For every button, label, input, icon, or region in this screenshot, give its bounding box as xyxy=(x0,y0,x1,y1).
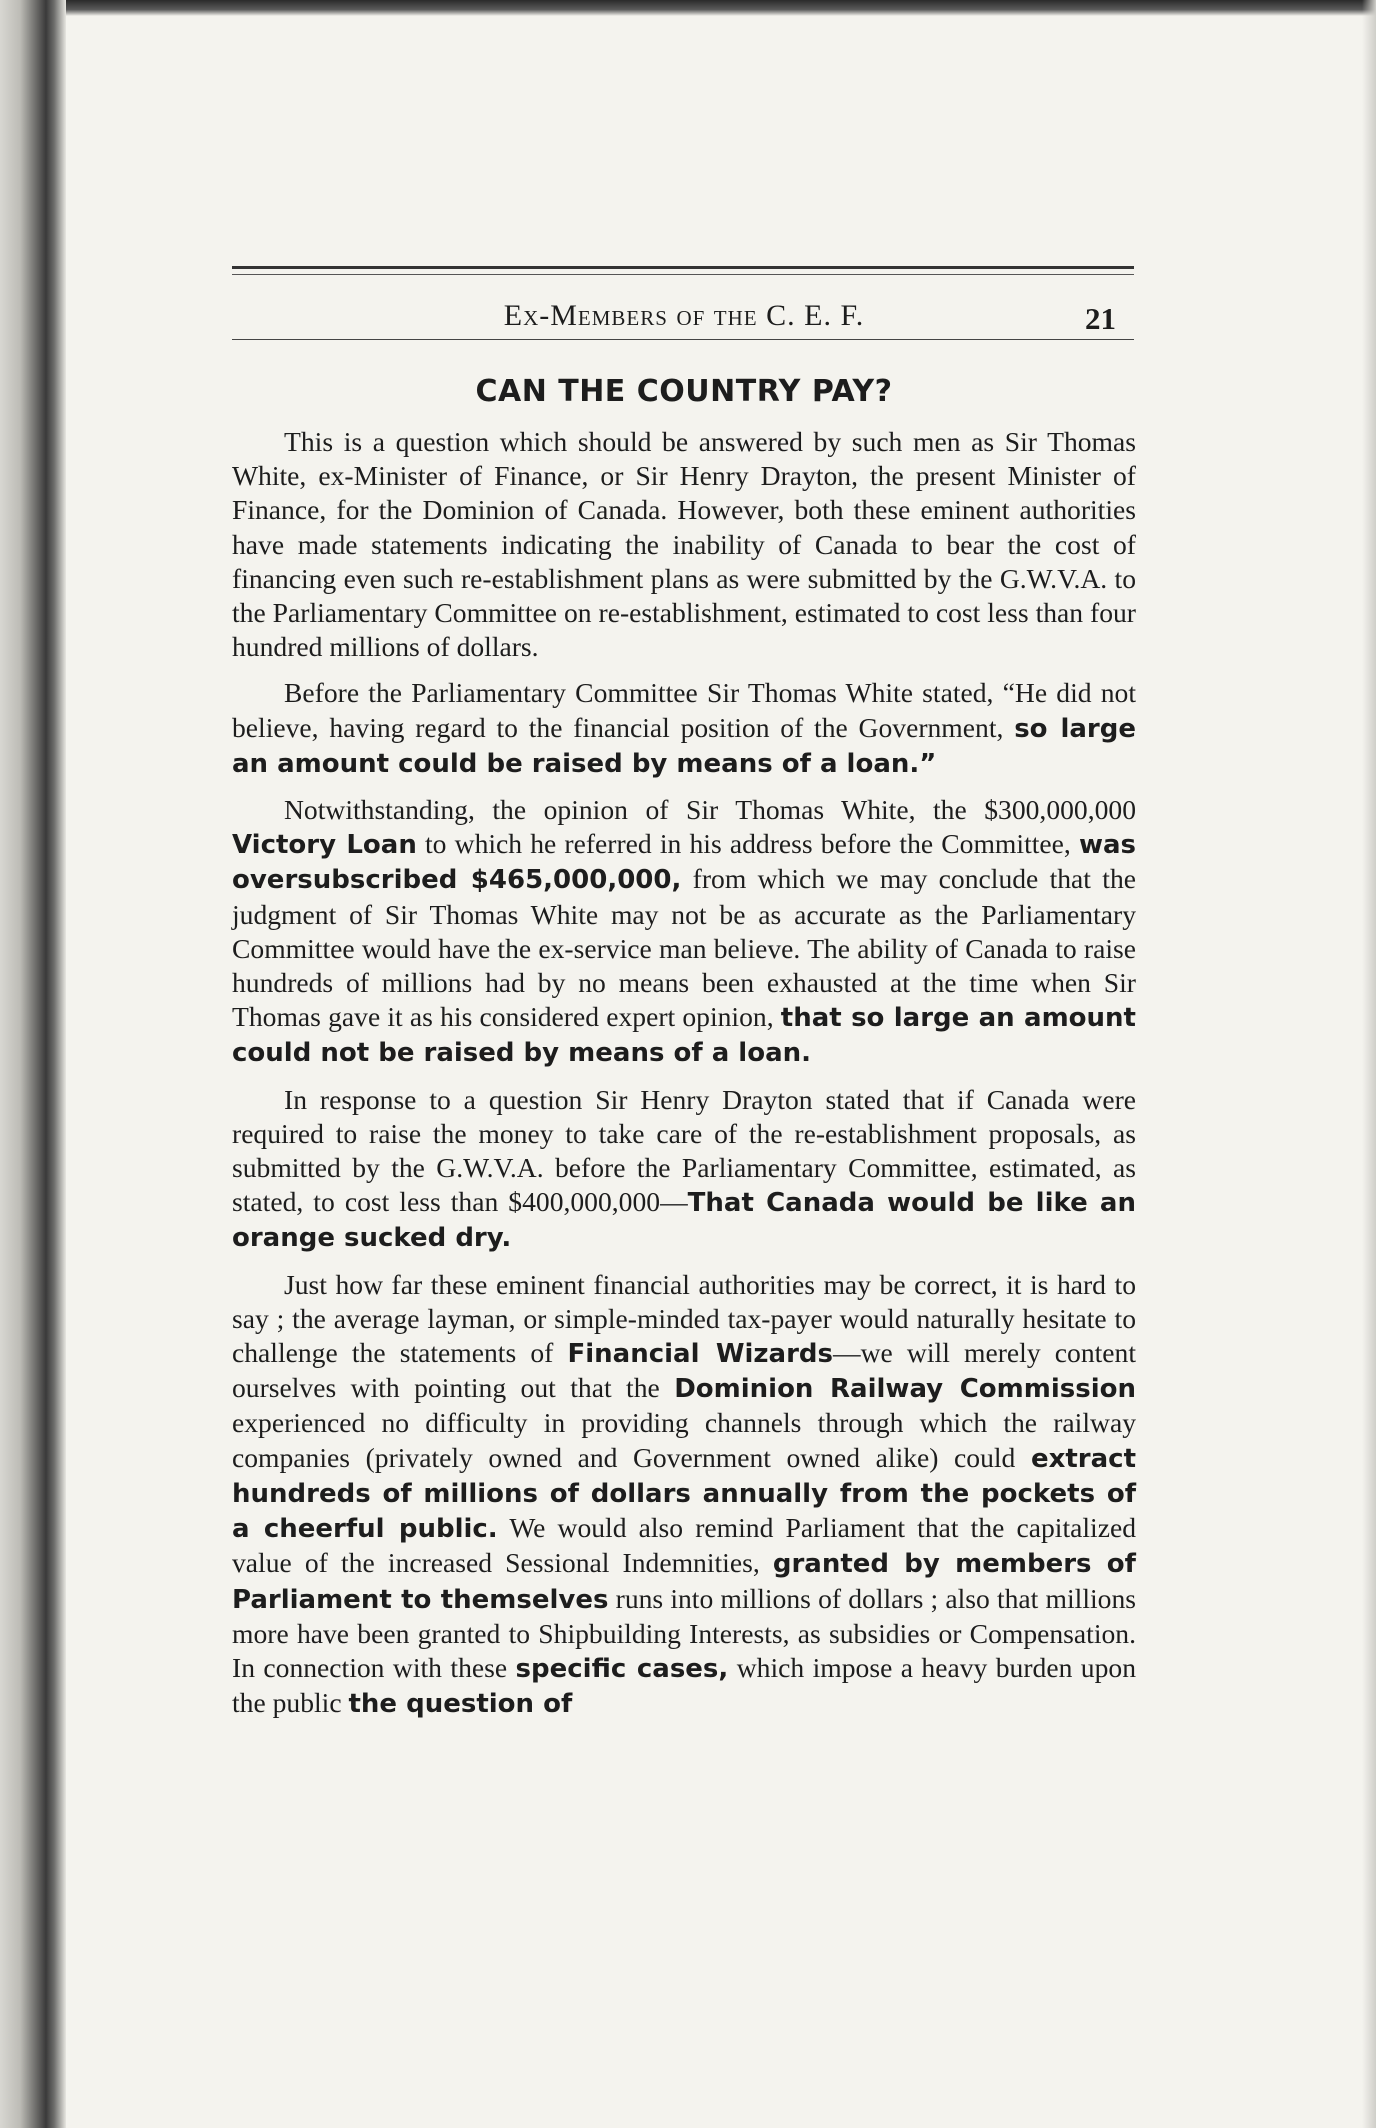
emphasis: so large an amount could be raised by means of a loan.” xyxy=(232,713,1136,779)
text-run: —we will merely content ourselves with pointing out that the xyxy=(232,1337,1136,1404)
text-run: experienced no difficulty in providing channels through which the railway companies (privately owned and Government owned alike) could xyxy=(232,1407,1136,1473)
emphasis: specific cases, xyxy=(515,1653,729,1684)
paragraph xyxy=(232,1083,1136,1256)
header-rule xyxy=(232,339,1134,340)
scan-binding-shadow xyxy=(0,0,66,2128)
paragraph xyxy=(232,793,1136,1071)
text-run: runs into millions of dollars ; also that millions more have been granted to Shipbuilding Interests, as subsidies or Compensation. In connection with these xyxy=(232,1582,1136,1683)
page-number: 21 xyxy=(1085,301,1116,336)
text-run: to which he referred in his address before the Committee, xyxy=(416,828,1079,860)
emphasis: the question of xyxy=(348,1689,573,1720)
text-run: In response to a question Sir Henry Drayton stated that if Canada were required to raise the money to take care of the re-establishment proposals, as submitted by the G.W.V.A. before the Parliamentary Committee, estimated, as stated, to cost less than $400,000,000— xyxy=(232,1083,1136,1218)
text-run: We would also remind Parliament that the capitalized value of the increased Sessional Indemnities, xyxy=(232,1512,1136,1579)
emphasis: Victory Loan xyxy=(232,830,417,861)
running-title: Ex-Members of the C. E. F. xyxy=(503,299,865,332)
section-heading: CAN THE COUNTRY PAY? xyxy=(475,374,893,409)
header-double-rule xyxy=(232,266,1134,275)
running-header xyxy=(232,275,1136,339)
text-run: Just how far these eminent financial authorities may be correct, it is hard to say ; the average layman, or simple-minded tax-payer would naturally hesitate to challenge the statements of xyxy=(232,1268,1136,1369)
emphasis: was oversubscribed $465,000,000, xyxy=(232,830,1136,896)
paragraph xyxy=(232,676,1136,781)
text-run: from which we may conclude that the judgment of Sir Thomas White may not be as accurate as the Parliamentary Committee would have the ex-service man believe. The ability of Canada to raise hundreds of millions had by no means been exhausted at the time when Sir Thomas gave it as his considered expert opinion, xyxy=(232,863,1136,1033)
emphasis: that so large an amount could not be raised by means of a loan. xyxy=(232,1003,1136,1069)
book-page xyxy=(232,266,1136,1733)
text-run: Notwithstanding, the opinion of Sir Thomas White, the $300,000,000 xyxy=(284,794,1136,826)
emphasis: That Canada would be like an orange sucked dry. xyxy=(232,1188,1136,1254)
emphasis: extract hundreds of millions of dollars annually from the pockets of a cheerful public. xyxy=(232,1443,1136,1545)
text-run: This is a question which should be answered by such men as Sir Thomas White, ex-Minister of Finance, or Sir Henry Drayton, the present Minister of Finance, for the Dominion of Canada. However, both these eminent authorities have made statements indicating the inability of Canada to bear the cost of financing even such re-establishment plans as were submitted by the G.W.V.A. to the Parliamentary Committee on re-establishment, estimated to cost less than four hundred millions of dollars. xyxy=(232,426,1136,663)
scan-edge-top xyxy=(0,0,1376,16)
emphasis: Financial Wizards xyxy=(567,1339,834,1370)
emphasis: granted by members of Parliament to themselves xyxy=(232,1549,1136,1615)
paragraph xyxy=(232,425,1136,664)
scan-edge-right xyxy=(1362,0,1376,2128)
emphasis: Dominion Railway Commission xyxy=(674,1374,1136,1405)
paragraph xyxy=(232,1268,1136,1722)
text-run: which impose a heavy burden upon the public xyxy=(232,1651,1136,1719)
body-text xyxy=(232,425,1136,1721)
text-run: Before the Parliamentary Committee Sir Thomas White stated, “He did not believe, having regard to the financial position of the Government, xyxy=(232,677,1136,743)
